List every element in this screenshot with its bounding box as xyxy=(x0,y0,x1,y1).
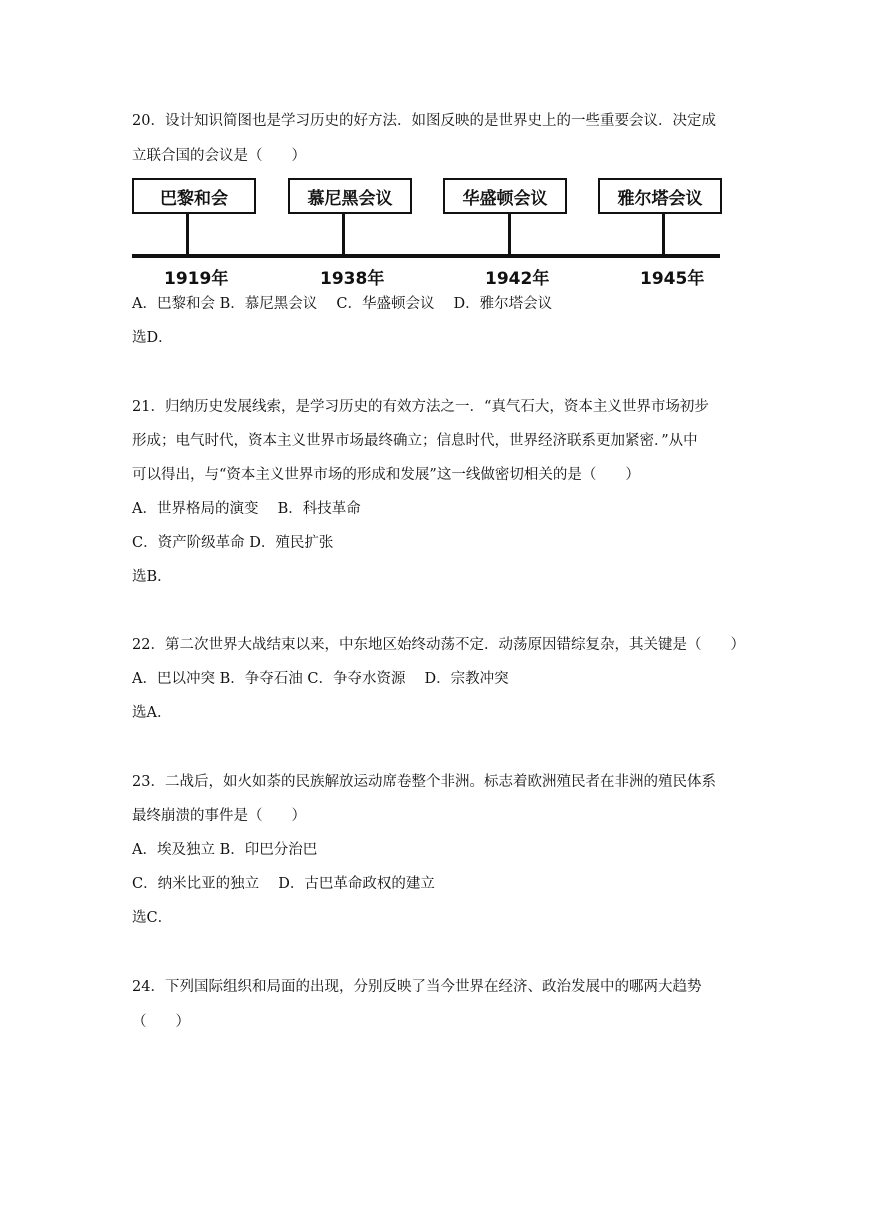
q23-options-line2: C．纳米比亚的独立 D．古巴革命政权的建立 xyxy=(132,876,435,892)
q20-answer: 选D． xyxy=(132,330,173,346)
timeline-stem xyxy=(186,214,189,256)
q22-options: A．巴以冲突 B．争夺石油 C．争夺水资源 D．宗教冲突 xyxy=(132,671,509,687)
q21-options-line2: C．资产阶级革命 D．殖民扩张 xyxy=(132,535,334,551)
timeline-stem xyxy=(508,214,511,256)
q23-options-line1: A．埃及独立 B．印巴分治巴 xyxy=(132,842,318,858)
q22-answer: 选A． xyxy=(132,705,172,721)
q23-answer: 选C． xyxy=(132,910,173,926)
timeline-event-washington: 华盛顿会议 xyxy=(443,178,567,214)
timeline-year-1938: 1938年 xyxy=(320,269,385,289)
timeline-event-paris: 巴黎和会 xyxy=(132,178,256,214)
q24-text-line1: 24．下列国际组织和局面的出现，分别反映了当今世界在经济、政治发展中的哪两大趋势 xyxy=(132,979,702,995)
q23-text-line1: 23．二战后，如火如荼的民族解放运动席卷整个非洲。标志着欧洲殖民者在非洲的殖民体系 xyxy=(132,774,716,790)
q20-text-line1: 20．设计知识简图也是学习历史的好方法．如图反映的是世界史上的一些重要会议．决定成 xyxy=(132,113,716,129)
q20-text-line2: 立联合国的会议是（ ） xyxy=(132,148,306,164)
q21-text-line1: 21．归纳历史发展线索，是学习历史的有效方法之一．“真气石大，资本主义世界市场初步 xyxy=(132,399,709,415)
q21-answer: 选B． xyxy=(132,569,172,585)
timeline-axis xyxy=(132,254,720,258)
q22-text-line1: 22．第二次世界大战结束以来，中东地区始终动荡不定．动荡原因错综复杂，其关键是（ ） xyxy=(132,637,745,653)
timeline-year-1945: 1945年 xyxy=(640,269,705,289)
q23-text-line2: 最终崩溃的事件是（ ） xyxy=(132,808,306,824)
timeline-year-1942: 1942年 xyxy=(485,269,550,289)
timeline-event-yalta: 雅尔塔会议 xyxy=(598,178,722,214)
timeline-event-munich: 慕尼黑会议 xyxy=(288,178,412,214)
timeline-stem xyxy=(662,214,665,256)
timeline-year-1919: 1919年 xyxy=(164,269,229,289)
conference-timeline xyxy=(128,174,728,294)
q21-text-line3: 可以得出，与“资本主义世界市场的形成和发展”这一线做密切相关的是（ ） xyxy=(132,467,640,483)
q21-options-line1: A．世界格局的演变 B．科技革命 xyxy=(132,501,361,517)
q20-options: A．巴黎和会 B．慕尼黑会议 C．华盛顿会议 D．雅尔塔会议 xyxy=(132,296,553,312)
q21-text-line2: 形成；电气时代，资本主义世界市场最终确立；信息时代，世界经济联系更加紧密．”从中 xyxy=(132,433,698,449)
q24-text-line2: （ ） xyxy=(132,1014,190,1030)
timeline-stem xyxy=(342,214,345,256)
